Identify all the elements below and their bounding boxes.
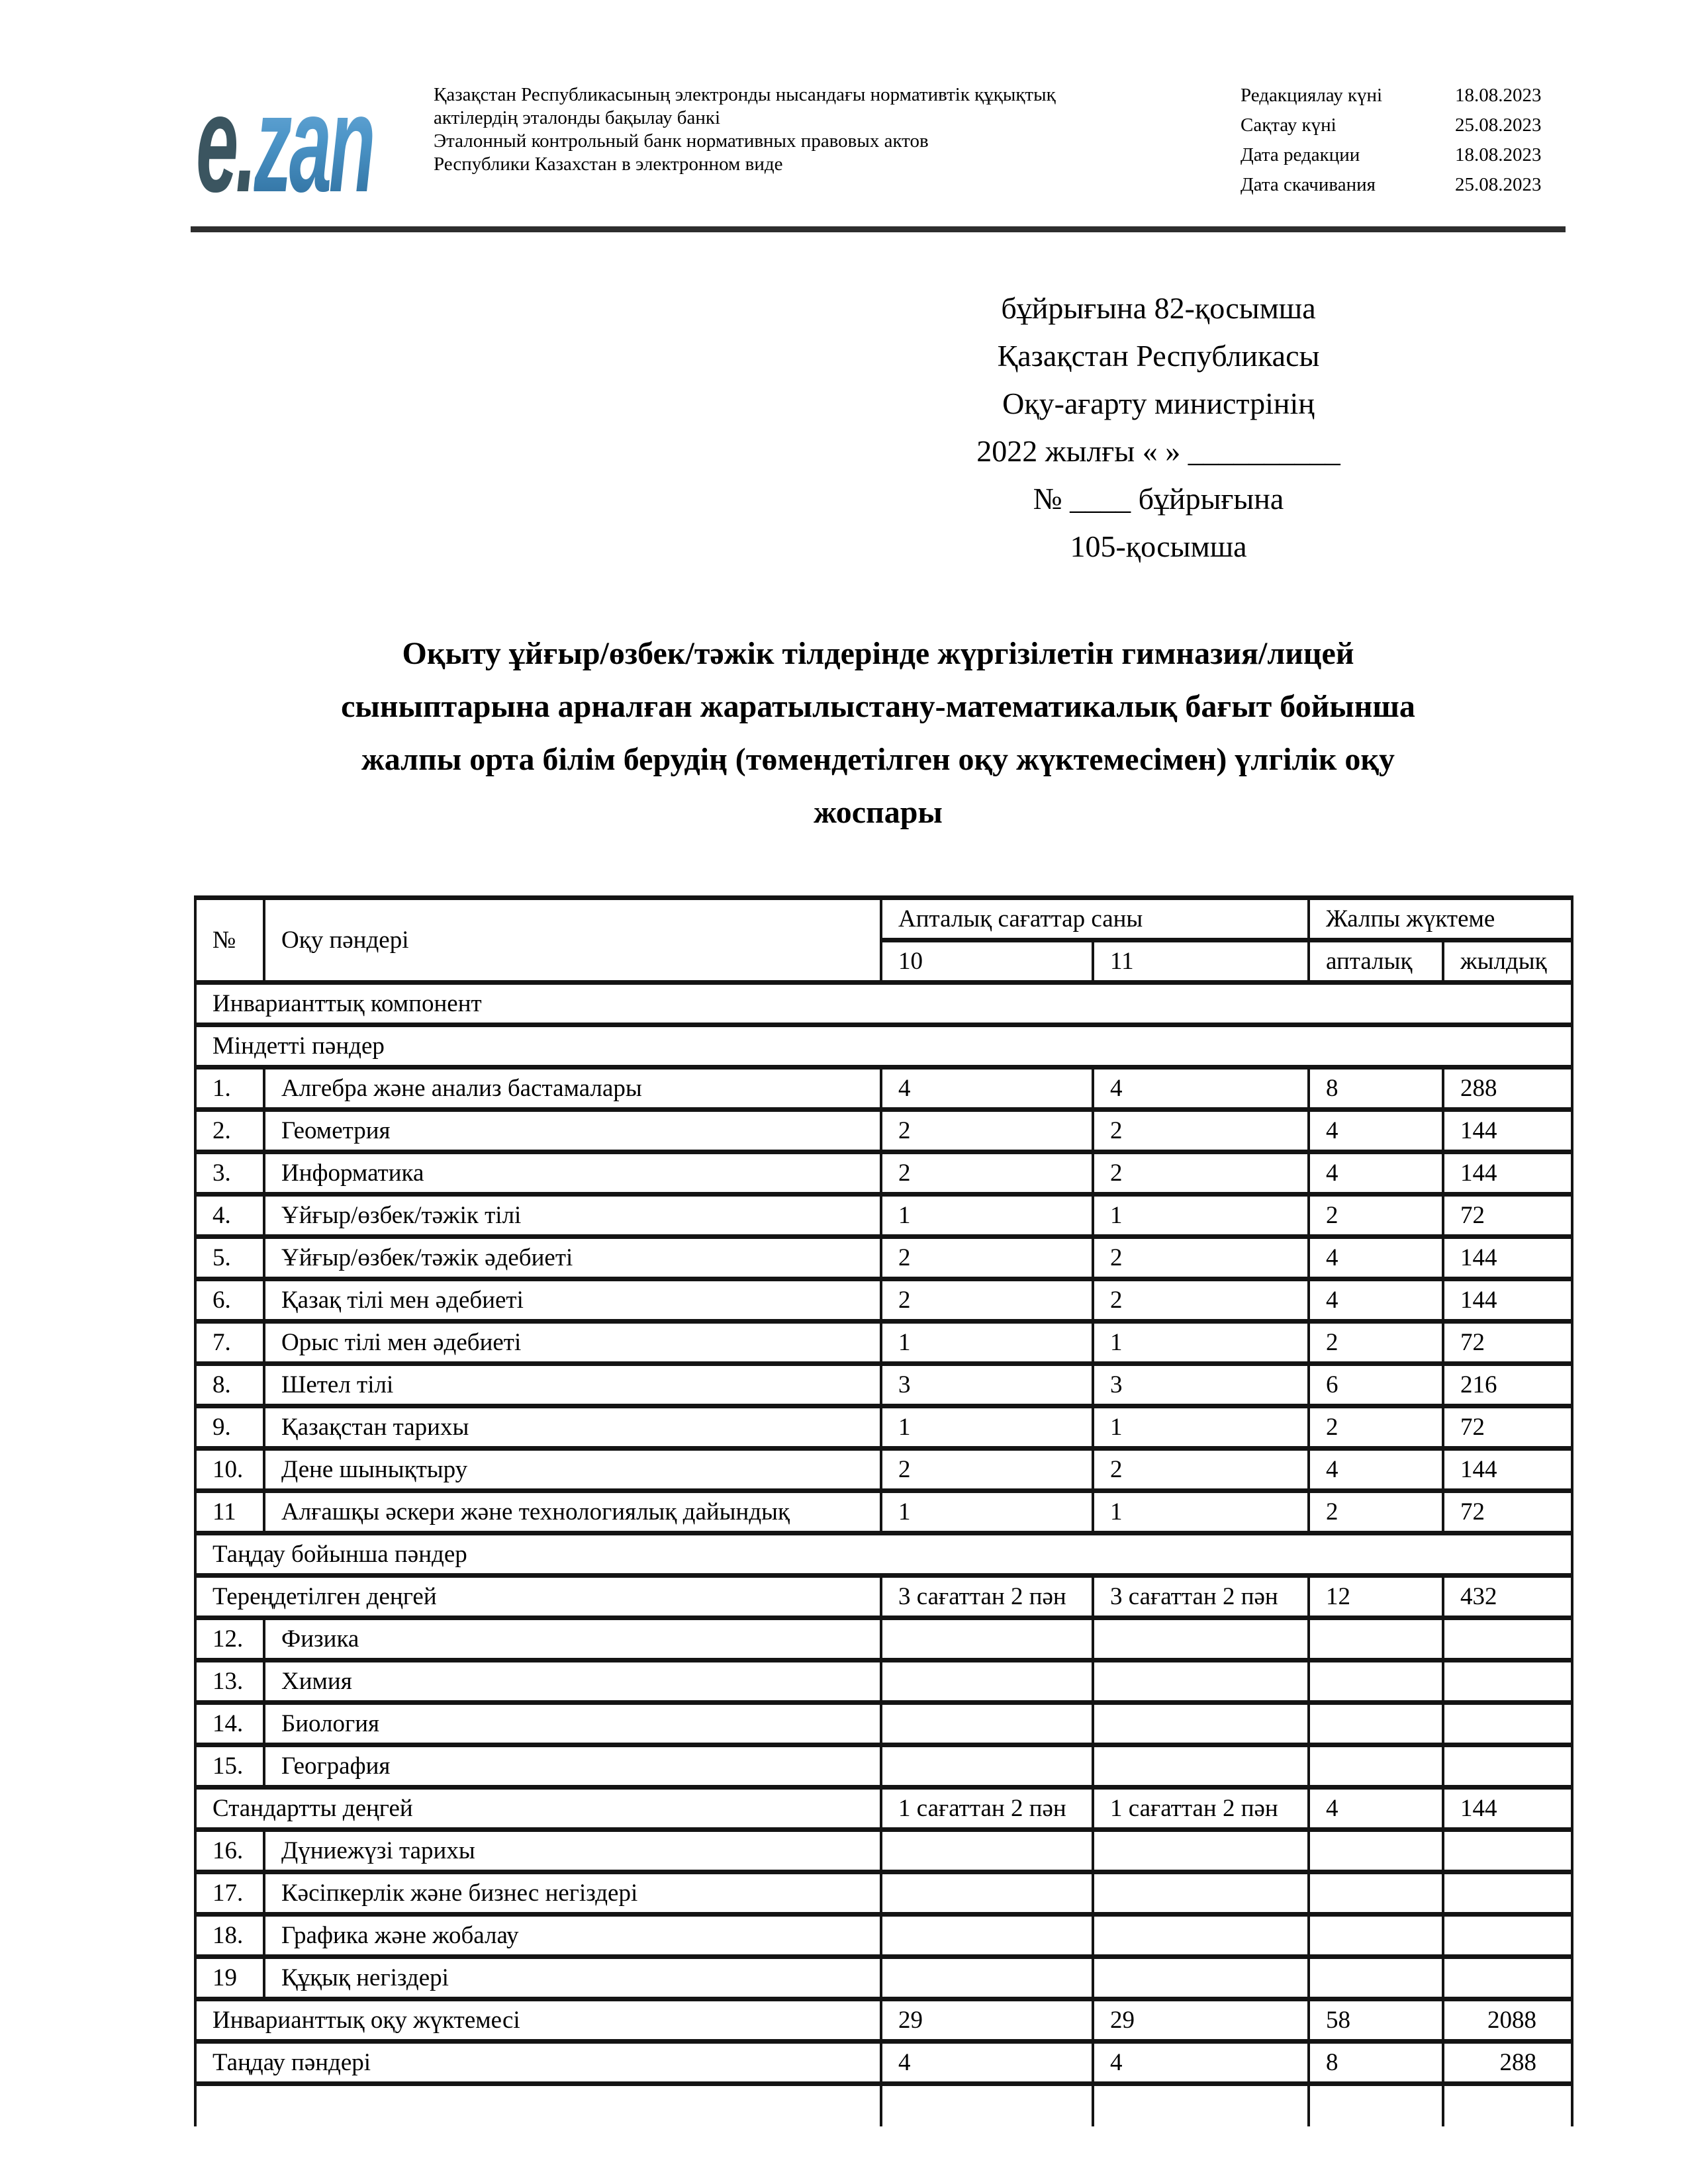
- hours-grade10: 3 сағаттан 2 пән: [881, 1576, 1093, 1618]
- subject-row: [195, 1237, 1572, 1279]
- cutoff-cell: [881, 2084, 1093, 2126]
- row-number: 6.: [195, 1279, 264, 1322]
- hours-grade11: 2: [1093, 1279, 1309, 1322]
- subject-row: [195, 1364, 1572, 1406]
- hours-yearly: [1443, 1872, 1572, 1915]
- col-header-grade10: 10: [881, 940, 1093, 983]
- hours-weekly: 4: [1309, 1110, 1443, 1152]
- logo-text-e: e.: [196, 66, 254, 221]
- subject-name: География: [264, 1745, 881, 1788]
- date-value: 25.08.2023: [1455, 114, 1542, 136]
- cutoff-cell: [1443, 2084, 1572, 2126]
- row-number: 3.: [195, 1152, 264, 1195]
- col-header-weekly-hours: Апталық сағаттар саны: [881, 898, 1309, 940]
- text-line: сыныптарына арналған жаратылыстану-математикалық бағыт бойынша: [341, 689, 1415, 724]
- hours-weekly: 4: [1309, 1237, 1443, 1279]
- subject-name: Графика және жобалау: [264, 1915, 881, 1957]
- hours-weekly: 4: [1309, 1449, 1443, 1491]
- cutoff-cell: [1309, 2084, 1443, 2126]
- hours-weekly: [1309, 1661, 1443, 1703]
- cutoff-cell: [195, 2084, 881, 2126]
- hours-grade11: 1 сағаттан 2 пән: [1093, 1788, 1309, 1830]
- subject-row: [195, 1915, 1572, 1957]
- hours-weekly: [1309, 1618, 1443, 1661]
- text-line: Оқыту ұйғыр/өзбек/тәжік тілдерінде жүргізілетін гимназия/лицей: [402, 636, 1354, 671]
- hours-grade11: 3 сағаттан 2 пән: [1093, 1576, 1309, 1618]
- hours-yearly: [1443, 1661, 1572, 1703]
- hours-grade10: 2: [881, 1279, 1093, 1322]
- hours-grade10: 4: [881, 1068, 1093, 1110]
- subject-row: [195, 1830, 1572, 1872]
- hours-yearly: 72: [1443, 1491, 1572, 1533]
- section-row: [195, 1025, 1572, 1068]
- subject-row: [195, 1703, 1572, 1745]
- hours-weekly: [1309, 1957, 1443, 1999]
- total-row: [195, 2042, 1572, 2084]
- subject-row: [195, 1110, 1572, 1152]
- hours-grade10: [881, 1661, 1093, 1703]
- subject-name: Орыс тілі мен әдебиеті: [264, 1322, 881, 1364]
- hours-grade11: [1093, 1957, 1309, 1999]
- hours-grade11: 2: [1093, 1449, 1309, 1491]
- hours-yearly: 432: [1443, 1576, 1572, 1618]
- subject-row: [195, 1152, 1572, 1195]
- section-label: Міндетті пәндер: [195, 1025, 1572, 1068]
- hours-weekly: 2: [1309, 1491, 1443, 1533]
- section-row: [195, 983, 1572, 1025]
- logo-text-zan: zan: [254, 66, 373, 221]
- row-number: 16.: [195, 1830, 264, 1872]
- subject-name: Информатика: [264, 1152, 881, 1195]
- subject-name: Дене шынықтыру: [264, 1449, 881, 1491]
- hours-weekly: 58: [1309, 1999, 1443, 2042]
- hours-grade10: 1: [881, 1322, 1093, 1364]
- hours-grade10: 1: [881, 1491, 1093, 1533]
- appendix-block: [755, 285, 1562, 570]
- hours-grade11: [1093, 1745, 1309, 1788]
- row-number: 15.: [195, 1745, 264, 1788]
- hours-grade11: 4: [1093, 1068, 1309, 1110]
- hours-grade10: [881, 1872, 1093, 1915]
- hours-yearly: 72: [1443, 1322, 1572, 1364]
- text-line: жалпы орта білім берудің (төмендетілген оқу жүктемесімен) үлгілік оқу: [361, 742, 1395, 777]
- subject-name: Құқық негіздері: [264, 1957, 881, 1999]
- hours-grade10: [881, 1915, 1093, 1957]
- hours-grade10: 1: [881, 1195, 1093, 1237]
- date-value: 18.08.2023: [1455, 85, 1542, 106]
- col-header-num: №: [195, 898, 264, 983]
- hours-yearly: 144: [1443, 1788, 1572, 1830]
- text-line: Қазақстан Республикасы: [997, 339, 1320, 373]
- section-label: Таңдау бойынша пәндер: [195, 1533, 1572, 1576]
- hours-weekly: 2: [1309, 1406, 1443, 1449]
- hours-grade10: [881, 1830, 1093, 1872]
- subject-row: [195, 1745, 1572, 1788]
- hours-weekly: 6: [1309, 1364, 1443, 1406]
- header-divider: [191, 226, 1566, 232]
- hours-grade11: [1093, 1830, 1309, 1872]
- total-row: [195, 1999, 1572, 2042]
- row-number: 19: [195, 1957, 264, 1999]
- date-label: Редакциялау күні: [1241, 85, 1383, 106]
- subject-row: [195, 1068, 1572, 1110]
- col-header-yearly: жылдық: [1443, 940, 1572, 983]
- hours-grade10: [881, 1703, 1093, 1745]
- hours-yearly: [1443, 1915, 1572, 1957]
- hours-grade10: [881, 1957, 1093, 1999]
- hours-grade11: [1093, 1661, 1309, 1703]
- subject-name: Физика: [264, 1618, 881, 1661]
- hours-weekly: 12: [1309, 1576, 1443, 1618]
- hours-grade10: 2: [881, 1152, 1093, 1195]
- hours-grade11: [1093, 1915, 1309, 1957]
- subject-row: [195, 1661, 1572, 1703]
- bank-description: [434, 83, 1195, 176]
- text-line: бұйрығына 82-қосымша: [1001, 291, 1316, 325]
- row-label: Таңдау пәндері: [195, 2042, 881, 2084]
- hours-weekly: 4: [1309, 1152, 1443, 1195]
- hours-grade10: 2: [881, 1237, 1093, 1279]
- hours-grade11: 2: [1093, 1237, 1309, 1279]
- text-line: Оқу-ағарту министрінің: [1002, 387, 1315, 420]
- row-number: 1.: [195, 1068, 264, 1110]
- row-number: 11: [195, 1491, 264, 1533]
- hours-yearly: 144: [1443, 1279, 1572, 1322]
- subject-name: Қазақ тілі мен әдебиеті: [264, 1279, 881, 1322]
- hours-yearly: 144: [1443, 1237, 1572, 1279]
- text-line: Қазақстан Республикасының электронды нысандағы нормативтік құқықтық: [434, 84, 1056, 105]
- row-number: 4.: [195, 1195, 264, 1237]
- date-label: Сақтау күні: [1241, 114, 1336, 136]
- text-line: Эталонный контрольный банк нормативных правовых актов: [434, 130, 929, 152]
- hours-grade10: [881, 1618, 1093, 1661]
- hours-yearly: 2088: [1443, 1999, 1572, 2042]
- subject-name: Кәсіпкерлік және бизнес негіздері: [264, 1872, 881, 1915]
- row-number: 5.: [195, 1237, 264, 1279]
- table-header-row-1: [195, 898, 1572, 940]
- date-value: 18.08.2023: [1455, 144, 1542, 165]
- subject-name: Ұйғыр/өзбек/тәжік тілі: [264, 1195, 881, 1237]
- hours-grade11: 2: [1093, 1110, 1309, 1152]
- hours-yearly: [1443, 1745, 1572, 1788]
- hours-grade10: 4: [881, 2042, 1093, 2084]
- subject-name: Химия: [264, 1661, 881, 1703]
- text-line: Республики Казахстан в электронном виде: [434, 154, 783, 175]
- hours-yearly: 288: [1443, 2042, 1572, 2084]
- hours-weekly: [1309, 1745, 1443, 1788]
- hours-grade11: [1093, 1872, 1309, 1915]
- hours-yearly: 144: [1443, 1152, 1572, 1195]
- hours-grade10: 2: [881, 1110, 1093, 1152]
- hours-yearly: [1443, 1830, 1572, 1872]
- subject-row: [195, 1322, 1572, 1364]
- hours-yearly: 144: [1443, 1449, 1572, 1491]
- hours-weekly: 2: [1309, 1195, 1443, 1237]
- hours-grade10: 1 сағаттан 2 пән: [881, 1788, 1093, 1830]
- date-row: [1241, 114, 1566, 144]
- hours-grade10: 29: [881, 1999, 1093, 2042]
- hours-grade11: 1: [1093, 1322, 1309, 1364]
- row-number: 8.: [195, 1364, 264, 1406]
- text-line: актілердің эталонды бақылау банкі: [434, 107, 721, 128]
- level-row: [195, 1788, 1572, 1830]
- hours-yearly: 72: [1443, 1195, 1572, 1237]
- row-number: 17.: [195, 1872, 264, 1915]
- curriculum-table: [194, 895, 1573, 2126]
- hours-grade11: [1093, 1703, 1309, 1745]
- subject-name: Алғашқы әскери және технологиялық дайындық: [264, 1491, 881, 1533]
- hours-yearly: 216: [1443, 1364, 1572, 1406]
- subject-row: [195, 1618, 1572, 1661]
- hours-yearly: 288: [1443, 1068, 1572, 1110]
- hours-weekly: [1309, 1872, 1443, 1915]
- hours-weekly: 4: [1309, 1788, 1443, 1830]
- date-label: Дата редакции: [1241, 144, 1360, 165]
- cutoff-row: [195, 2084, 1572, 2126]
- row-label: Инварианттық оқу жүктемесі: [195, 1999, 881, 2042]
- hours-grade10: 3: [881, 1364, 1093, 1406]
- hours-yearly: [1443, 1618, 1572, 1661]
- row-label: Стандартты деңгей: [195, 1788, 881, 1830]
- ezan-logo: [196, 66, 373, 221]
- section-label: Инварианттық компонент: [195, 983, 1572, 1025]
- date-label: Дата скачивания: [1241, 174, 1376, 195]
- table-body: [195, 983, 1572, 2126]
- text-line: № ____ бұйрығына: [1033, 482, 1284, 516]
- hours-weekly: [1309, 1703, 1443, 1745]
- hours-weekly: 4: [1309, 1279, 1443, 1322]
- subject-name: Дүниежүзі тарихы: [264, 1830, 881, 1872]
- subject-row: [195, 1449, 1572, 1491]
- text-line: 2022 жылғы « » __________: [976, 434, 1340, 468]
- date-row: [1241, 144, 1566, 174]
- cutoff-cell: [1093, 2084, 1309, 2126]
- level-row: [195, 1576, 1572, 1618]
- subject-row: [195, 1195, 1572, 1237]
- hours-grade11: 2: [1093, 1152, 1309, 1195]
- col-header-subject: Оқу пәндері: [264, 898, 881, 983]
- row-number: 9.: [195, 1406, 264, 1449]
- col-header-grade11: 11: [1093, 940, 1309, 983]
- row-number: 13.: [195, 1661, 264, 1703]
- hours-grade10: 1: [881, 1406, 1093, 1449]
- hours-grade11: 1: [1093, 1491, 1309, 1533]
- hours-weekly: 8: [1309, 2042, 1443, 2084]
- row-number: 7.: [195, 1322, 264, 1364]
- row-number: 2.: [195, 1110, 264, 1152]
- subject-name: Шетел тілі: [264, 1364, 881, 1406]
- hours-grade11: 29: [1093, 1999, 1309, 2042]
- date-value: 25.08.2023: [1455, 174, 1542, 195]
- row-label: Тереңдетілген деңгей: [195, 1576, 881, 1618]
- hours-weekly: 2: [1309, 1322, 1443, 1364]
- text-line: жоспары: [814, 795, 943, 830]
- dates-block: [1241, 85, 1566, 204]
- hours-yearly: [1443, 1957, 1572, 1999]
- hours-grade11: [1093, 1618, 1309, 1661]
- hours-weekly: [1309, 1915, 1443, 1957]
- subject-name: Ұйғыр/өзбек/тәжік әдебиеті: [264, 1237, 881, 1279]
- row-number: 10.: [195, 1449, 264, 1491]
- hours-grade10: 2: [881, 1449, 1093, 1491]
- hours-yearly: 144: [1443, 1110, 1572, 1152]
- subject-row: [195, 1957, 1572, 1999]
- col-header-weekly: апталық: [1309, 940, 1443, 983]
- hours-weekly: [1309, 1830, 1443, 1872]
- subject-name: Қазақстан тарихы: [264, 1406, 881, 1449]
- subject-name: Геометрия: [264, 1110, 881, 1152]
- subject-row: [195, 1491, 1572, 1533]
- hours-grade11: 1: [1093, 1195, 1309, 1237]
- table-head: [195, 898, 1572, 983]
- text-line: 105-қосымша: [1070, 529, 1247, 563]
- subject-name: Биология: [264, 1703, 881, 1745]
- row-number: 18.: [195, 1915, 264, 1957]
- row-number: 12.: [195, 1618, 264, 1661]
- document-title: [192, 627, 1564, 839]
- date-row: [1241, 174, 1566, 204]
- section-row: [195, 1533, 1572, 1576]
- subject-row: [195, 1406, 1572, 1449]
- col-header-total-load: Жалпы жүктеме: [1309, 898, 1572, 940]
- hours-grade10: [881, 1745, 1093, 1788]
- hours-yearly: [1443, 1703, 1572, 1745]
- date-row: [1241, 85, 1566, 114]
- row-number: 14.: [195, 1703, 264, 1745]
- hours-yearly: 72: [1443, 1406, 1572, 1449]
- hours-grade11: 3: [1093, 1364, 1309, 1406]
- hours-grade11: 1: [1093, 1406, 1309, 1449]
- hours-weekly: 8: [1309, 1068, 1443, 1110]
- subject-row: [195, 1872, 1572, 1915]
- subject-name: Алгебра және анализ бастамалары: [264, 1068, 881, 1110]
- hours-grade11: 4: [1093, 2042, 1309, 2084]
- subject-row: [195, 1279, 1572, 1322]
